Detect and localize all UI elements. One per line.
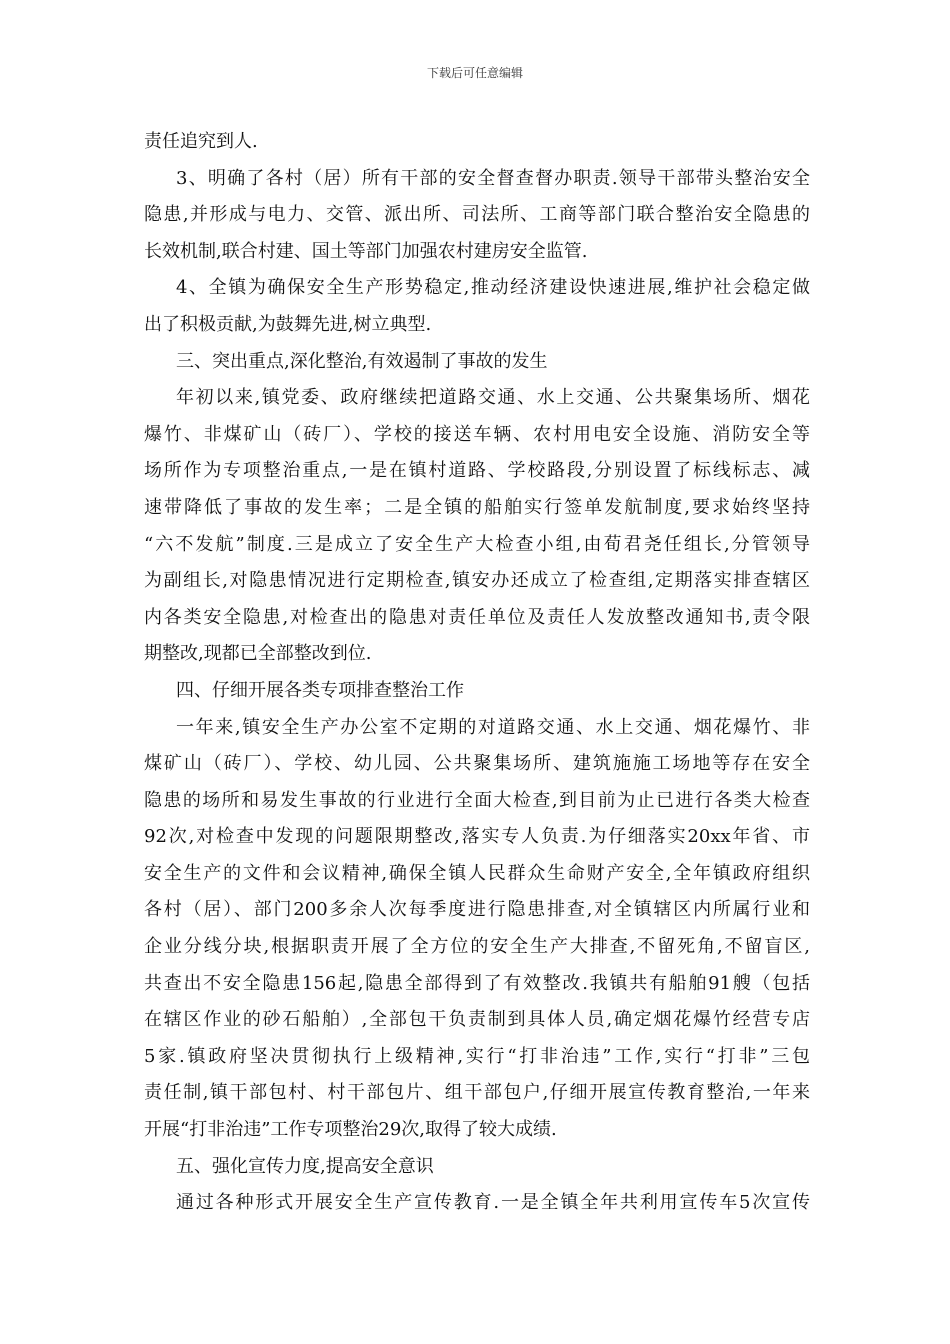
- text-line: 期整改,现都已全部整改到位.: [144, 643, 372, 665]
- text-line: 内各类安全隐患,对检查出的隐患对责任单位及责任人发放整改通知书,责令限: [144, 606, 810, 628]
- text-line: 责任追究到人.: [144, 131, 258, 152]
- text-line: 在辖区作业的砂石船舶）,全部包干负责制到具体人员,确定烟花爆竹经营专店: [144, 1009, 810, 1031]
- text-line: 速带降低了事故的发生率；二是全镇的船舶实行签单发航制度,要求始终坚持: [144, 496, 810, 518]
- text-line: 5家.镇政府坚决贯彻执行上级精神,实行“打非治违”工作,实行“打非”三包: [144, 1045, 810, 1067]
- text-line: 场所作为专项整治重点,一是在镇村道路、学校路段,分别设置了标线标志、减: [144, 460, 810, 482]
- text-line: 出了积极贡献,为鼓舞先进,树立典型.: [144, 313, 432, 335]
- text-line: “六不发航”制度.三是成立了安全生产大检查小组,由荀君尧任组长,分管领导: [144, 533, 810, 555]
- text-line: 92次,对检查中发现的问题限期整改,落实专人负责.为仔细落实20xx年省、市: [144, 826, 810, 848]
- text-line: 煤矿山（砖厂）、学校、幼儿园、公共聚集场所、建筑施施工场地等存在安全: [144, 753, 810, 775]
- text-line: 安全生产的文件和会议精神,确保全镇人民群众生命财产安全,全年镇政府组织: [144, 862, 810, 884]
- text-line: 年初以来,镇党委、政府继续把道路交通、水上交通、公共聚集场所、烟花: [176, 387, 810, 409]
- text-line: 爆竹、非煤矿山（砖厂）、学校的接送车辆、农村用电安全设施、消防安全等: [144, 423, 810, 445]
- text-line: 四、仔细开展各类专项排查整治工作: [176, 679, 464, 701]
- text-line: 通过各种形式开展安全生产宣传教育.一是全镇全年共利用宣传车5次宣传: [176, 1192, 810, 1214]
- text-line: 三、突出重点,深化整治,有效遏制了事故的发生: [176, 350, 548, 372]
- text-line: 4、全镇为确保安全生产形势稳定,推动经济建设快速进展,维护社会稳定做: [176, 277, 810, 299]
- text-line: 五、强化宣传力度,提高安全意识: [176, 1155, 434, 1177]
- text-line: 隐患的场所和易发生事故的行业进行全面大检查,到目前为止已进行各类大检查: [144, 789, 810, 811]
- document-body: [144, 124, 810, 1222]
- text-line: 3、明确了各村（居）所有干部的安全督查督办职责.领导干部带头整治安全: [176, 167, 810, 189]
- page-header: 下载后可任意编辑: [426, 66, 523, 80]
- text-line: 责任制,镇干部包村、村干部包片、组干部包户,仔细开展宣传教育整治,一年来: [144, 1082, 810, 1104]
- text-line: 为副组长,对隐患情况进行定期检查,镇安办还成立了检查组,定期落实排查辖区: [144, 570, 810, 592]
- text-line: 各村（居）、部门200多余人次每季度进行隐患排查,对全镇辖区内所属行业和: [144, 899, 810, 921]
- text-line: 企业分线分块,根据职责开展了全方位的安全生产大排查,不留死角,不留盲区,: [144, 936, 810, 958]
- text-line: 一年来,镇安全生产办公室不定期的对道路交通、水上交通、烟花爆竹、非: [176, 716, 810, 738]
- text-line: 开展“打非治违”工作专项整治29次,取得了较大成绩.: [144, 1119, 557, 1141]
- text-line: 长效机制,联合村建、国土等部门加强农村建房安全监管.: [144, 240, 588, 262]
- text-line: 共查出不安全隐患156起,隐患全部得到了有效整改.我镇共有船舶91艘（包括: [144, 972, 810, 994]
- text-line: 隐患,并形成与电力、交管、派出所、司法所、工商等部门联合整治安全隐患的: [144, 204, 810, 226]
